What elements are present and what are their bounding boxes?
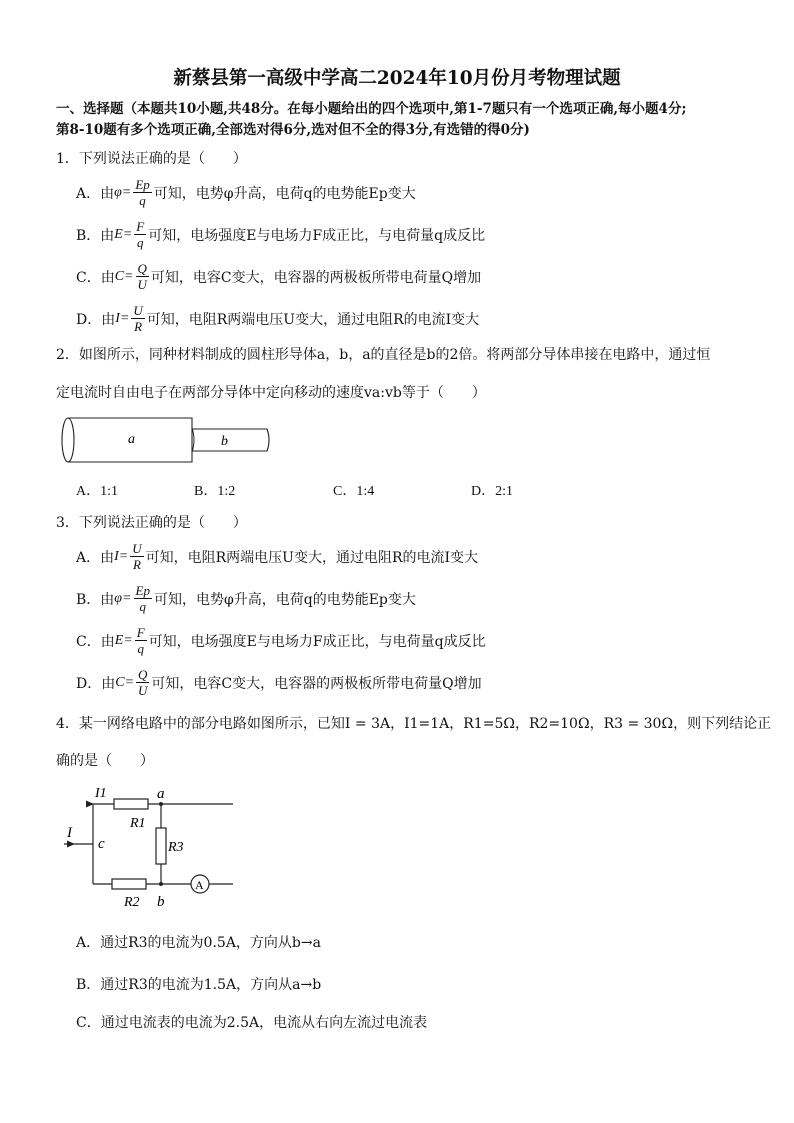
label-R2: R2 — [124, 895, 140, 910]
option-prefix: D．由 — [76, 311, 116, 328]
label-b: b — [157, 894, 165, 910]
formula-fraction — [134, 220, 146, 249]
q3-stem: 3．下列说法正确的是（ ） — [56, 515, 247, 531]
fraction-numerator: U — [132, 541, 142, 556]
circuit-diagram — [58, 780, 248, 912]
q3-option-b — [76, 584, 416, 613]
fraction-denominator: q — [139, 193, 146, 208]
q4-option-c: C．通过电流表的电流为2.5A，电流从右向左流过电流表 — [76, 1015, 428, 1031]
fraction-numerator: Ep — [135, 583, 150, 598]
q3-option-c — [76, 626, 486, 655]
q1-option-b — [76, 220, 485, 249]
section-instructions-line2: 第8-10题有多个选项正确,全部选对得6分,选对但不全的得3分,有选错的得0分) — [56, 122, 530, 138]
q4-stem-line2: 确的是（ ） — [56, 753, 154, 769]
formula-lhs: φ= — [114, 184, 132, 200]
fraction-denominator: U — [137, 277, 147, 292]
fraction-denominator: U — [138, 683, 148, 698]
q1-option-d — [76, 304, 479, 333]
q2-stem-line1: 2．如图所示，同种材料制成的圆柱形导体a，b，a的直径是b的2倍。将两部分导体串接在电路中，通过恒 — [56, 347, 711, 363]
formula-fraction — [130, 542, 143, 571]
formula-fraction — [134, 584, 152, 613]
option-text: 可知，电场强度E与电场力F成正比，与电荷量q成反比 — [148, 227, 486, 244]
formula-lhs: E= — [114, 632, 133, 648]
formula-lhs: C= — [115, 674, 135, 690]
q1-stem: 1．下列说法正确的是（ ） — [56, 151, 247, 167]
option-prefix: C．由 — [76, 633, 115, 650]
option-prefix: B．由 — [76, 227, 115, 244]
fraction-numerator: F — [136, 219, 145, 234]
option-text: 可知，电容C变大，电容器的两极板所带电荷量Q增加 — [151, 675, 482, 692]
label-c: c — [98, 836, 105, 852]
formula-fraction — [136, 262, 149, 291]
option-prefix: B．由 — [76, 591, 115, 608]
option-prefix: D．由 — [76, 675, 116, 692]
formula-lhs: I= — [114, 548, 129, 564]
option-prefix: A．由 — [76, 549, 115, 566]
q3-option-a — [76, 542, 478, 571]
formula-fraction — [131, 304, 144, 333]
option-text: 可知，电容C变大，电容器的两极板所带电荷量Q增加 — [150, 269, 482, 286]
option-text: 可知，电阻R两端电压U变大，通过电阻R的电流I变大 — [146, 311, 480, 328]
label-a: a — [128, 432, 135, 447]
q2-choice-a: A．1:1 — [76, 484, 118, 499]
q2-choice-d: D．2:1 — [471, 484, 513, 499]
option-prefix: C．由 — [76, 269, 115, 286]
label-R1: R1 — [130, 816, 146, 831]
fraction-numerator: Q — [137, 261, 147, 276]
label-I1: I1 — [95, 786, 107, 801]
option-text: 可知，电阻R两端电压U变大，通过电阻R的电流I变大 — [145, 549, 479, 566]
label-a: a — [157, 786, 165, 802]
formula-lhs: E= — [114, 226, 133, 242]
formula-lhs: C= — [114, 268, 134, 284]
ammeter-icon: A — [195, 878, 204, 892]
q3-option-d — [76, 668, 482, 697]
fraction-numerator: F — [136, 625, 145, 640]
cylinder-conductor-diagram — [58, 414, 274, 466]
q4-option-a: A．通过R3的电流为0.5A，方向从b→a — [76, 935, 321, 951]
q4-stem-line1: 4．某一网络电路中的部分电路如图所示，已知I = 3A，I1=1A，R1=5Ω，R2=10Ω，R3 = 30Ω，则下列结论正 — [56, 716, 772, 732]
fraction-numerator: U — [133, 303, 143, 318]
formula-lhs: I= — [115, 310, 130, 326]
fraction-numerator: Q — [138, 667, 148, 682]
q2-choice-c: C．1:4 — [333, 484, 375, 499]
section-instructions-line1: 一、选择题（本题共10小题,共48分。在每小题给出的四个选项中,第1-7题只有一个选项正确,每小题4分; — [56, 101, 687, 117]
label-b: b — [221, 434, 228, 449]
option-text: 可知，电势φ升高，电荷q的电势能Ep变大 — [153, 185, 416, 202]
label-I: I — [67, 825, 72, 841]
fraction-denominator: q — [137, 641, 144, 656]
fraction-denominator: R — [134, 319, 143, 334]
formula-fraction — [133, 178, 151, 207]
q1-option-c — [76, 262, 481, 291]
q2-choice-b: B．1:2 — [194, 484, 236, 499]
page-title: 新蔡县第一高级中学高二2024年10月份月考物理试题 — [173, 68, 621, 89]
option-prefix: A．由 — [76, 185, 115, 202]
fraction-denominator: q — [137, 235, 144, 250]
label-R3: R3 — [168, 840, 184, 855]
fraction-denominator: R — [132, 557, 141, 572]
fraction-numerator: Ep — [135, 177, 150, 192]
formula-fraction — [135, 626, 147, 655]
q1-option-a — [76, 178, 416, 207]
formula-fraction — [136, 668, 149, 697]
formula-lhs: φ= — [114, 590, 132, 606]
q2-stem-line2: 定电流时自由电子在两部分导体中定向移动的速度va:vb等于（ ） — [56, 385, 486, 401]
fraction-denominator: q — [139, 599, 146, 614]
option-text: 可知，电场强度E与电场力F成正比，与电荷量q成反比 — [148, 633, 486, 650]
option-text: 可知，电势φ升高，电荷q的电势能Ep变大 — [153, 591, 416, 608]
q4-option-b: B．通过R3的电流为1.5A，方向从a→b — [76, 977, 322, 993]
